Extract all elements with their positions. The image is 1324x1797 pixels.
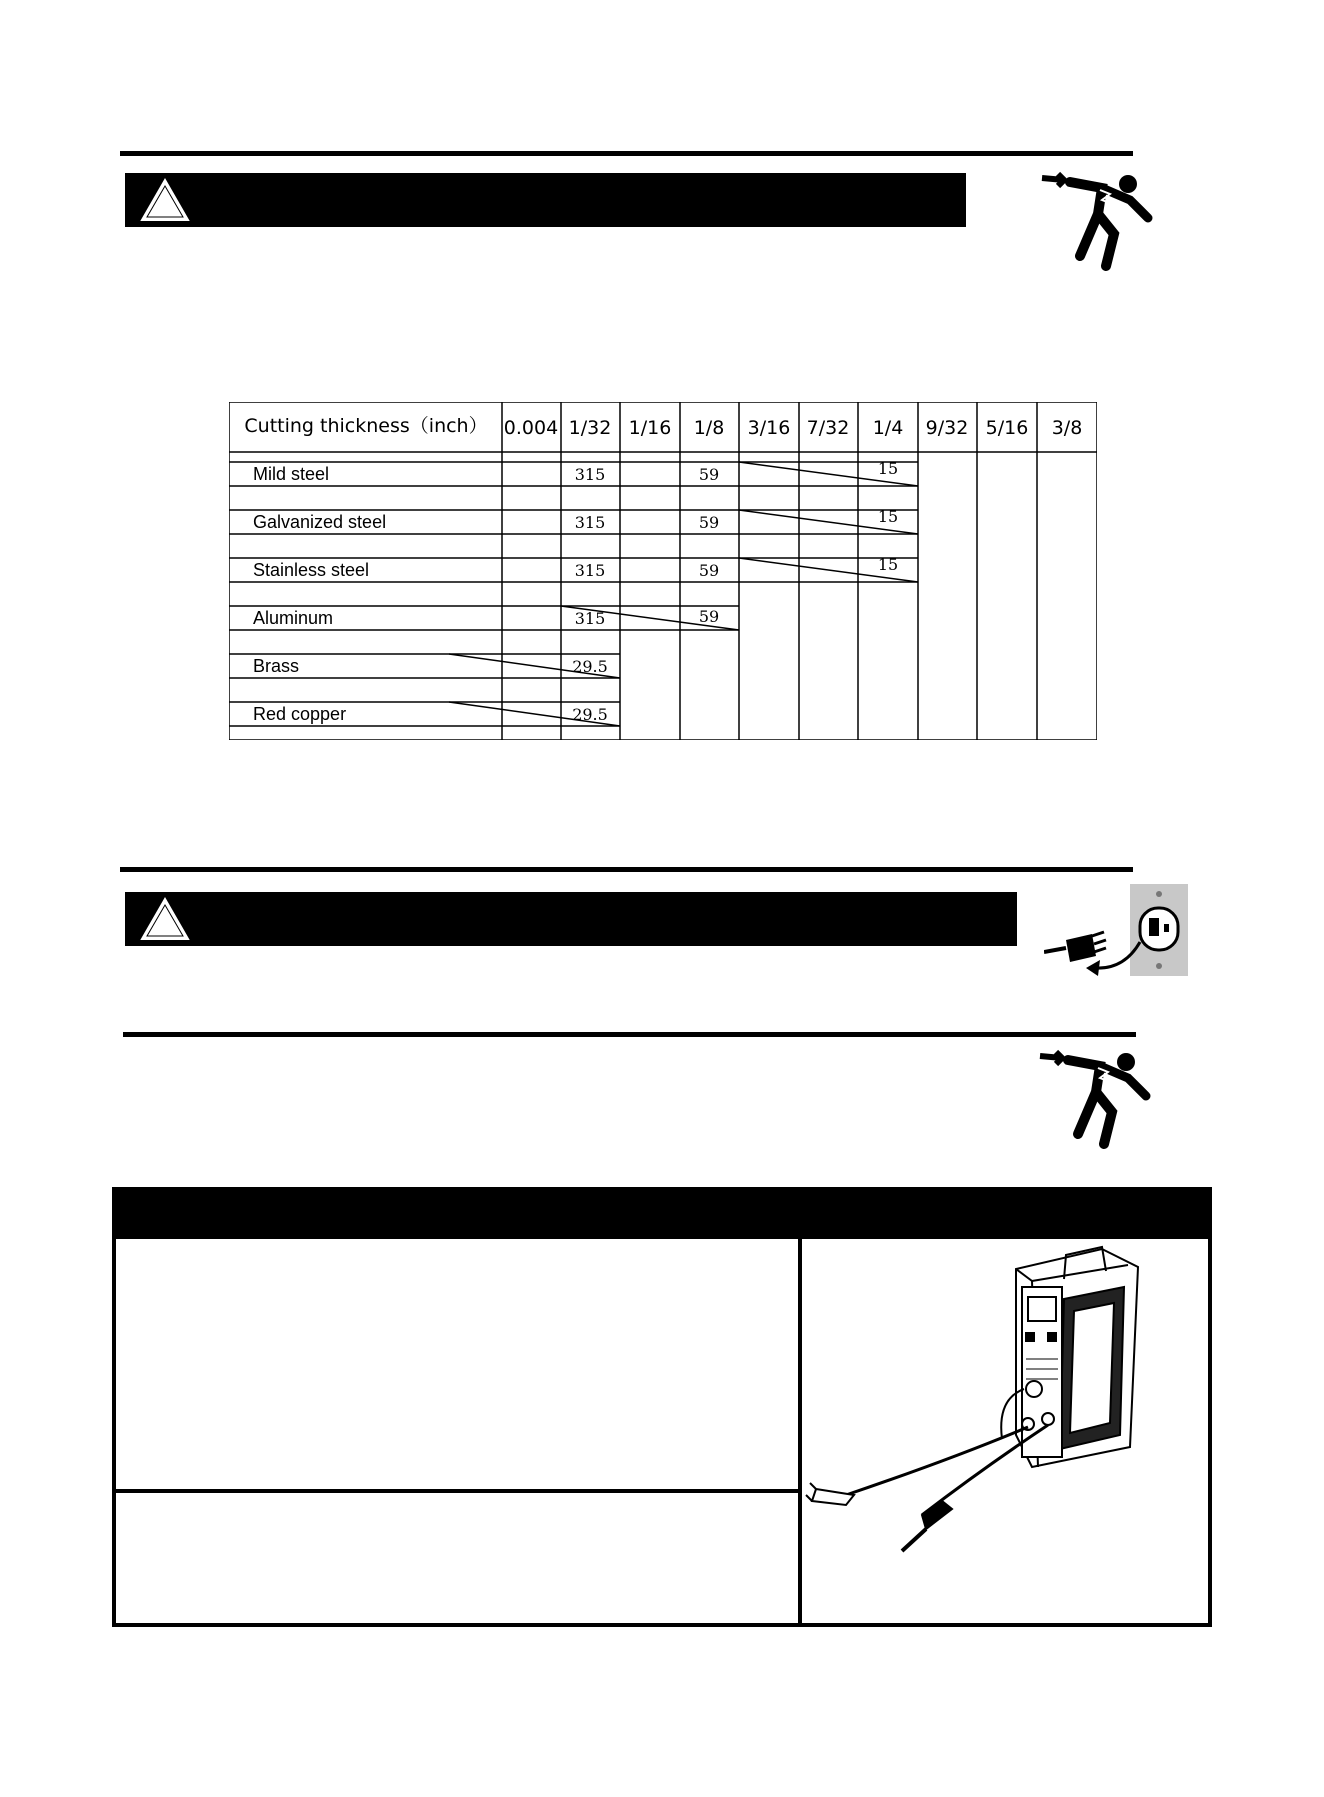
section-rule-lower — [123, 1032, 1136, 1037]
table-cell-value: 59 — [698, 607, 720, 626]
table-row-material: Galvanized steel — [253, 512, 387, 532]
table-header-cell: 3/8 — [1051, 417, 1083, 439]
table-cell-value: 59 — [698, 561, 720, 580]
table-cell-value: 29.5 — [572, 705, 608, 724]
section-rule-top — [120, 151, 1133, 156]
table-cell-value: 315 — [574, 609, 606, 628]
table-cell-value: 315 — [574, 465, 606, 484]
table-header-cell: 0.004 — [503, 417, 559, 439]
unplug-power-icon — [1044, 884, 1188, 976]
electric-shock-icon — [1038, 1048, 1158, 1153]
table-cell-value: 15 — [877, 507, 899, 526]
table-header-cell: 1/16 — [628, 417, 672, 439]
electric-shock-icon — [1040, 170, 1160, 275]
table-header-cell: 7/32 — [806, 417, 850, 439]
table-header-cell: 9/32 — [925, 417, 969, 439]
table-cell-value: 29.5 — [572, 657, 608, 676]
setup-box-panel-bottom — [116, 1493, 802, 1623]
table-header-cell: 3/16 — [747, 417, 791, 439]
table-header-cell: 1/32 — [568, 417, 612, 439]
welder-machine-illustration — [802, 1239, 1208, 1623]
warning-banner-2 — [125, 892, 1017, 946]
table-cell-value: 59 — [698, 513, 720, 532]
table-cell-value: 315 — [574, 561, 606, 580]
section-rule-middle — [120, 867, 1133, 872]
table-row-material: Aluminum — [253, 608, 334, 628]
warning-triangle-icon — [139, 177, 191, 223]
table-header-cell: 1/8 — [693, 417, 725, 439]
table-cell-value: 59 — [698, 465, 720, 484]
table-row-material: Red copper — [253, 704, 347, 724]
table-row-material: Mild steel — [253, 464, 330, 484]
table-header-cell: 1/4 — [872, 417, 904, 439]
table-row-material: Stainless steel — [253, 560, 370, 580]
warning-banner-1 — [125, 173, 966, 227]
table-row-material: Brass — [253, 656, 300, 676]
table-cell-value: 315 — [574, 513, 606, 532]
table-cell-value: 15 — [877, 555, 899, 574]
table-header-label: Cutting thickness（inch） — [244, 415, 488, 437]
warning-triangle-icon — [139, 896, 191, 942]
cutting-thickness-table — [229, 402, 1097, 740]
table-cell-value: 15 — [877, 459, 899, 478]
setup-box-illustration-panel — [802, 1239, 1208, 1623]
setup-box-panel-top — [116, 1239, 802, 1493]
table-header-cell: 5/16 — [985, 417, 1029, 439]
setup-box — [112, 1187, 1212, 1627]
setup-box-header — [116, 1191, 1208, 1239]
